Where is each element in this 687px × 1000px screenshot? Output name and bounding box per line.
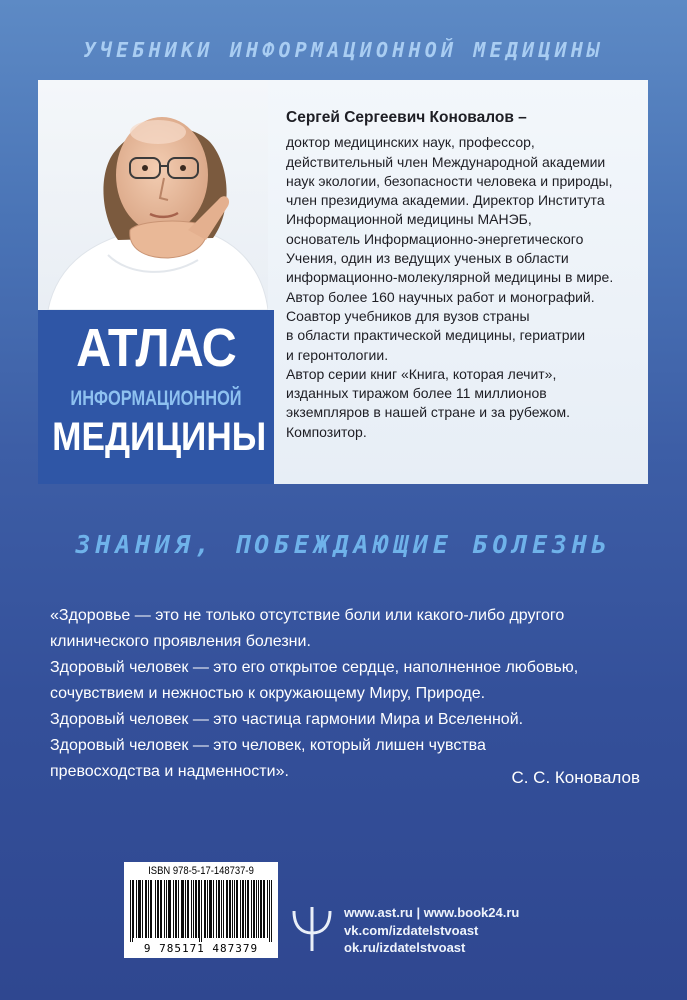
tagline: ЗНАНИЯ, ПОБЕЖДАЮЩИЕ БОЛЕЗНЬ bbox=[75, 530, 612, 559]
barcode-bar bbox=[133, 880, 134, 938]
barcode-bar bbox=[169, 880, 170, 938]
barcode-bar bbox=[175, 880, 176, 938]
author-name: Сергей Сергеевич Коновалов – bbox=[286, 109, 527, 126]
barcode-bar bbox=[196, 880, 197, 938]
barcode-bar bbox=[229, 880, 230, 938]
quote bbox=[50, 603, 650, 785]
barcode-bar bbox=[150, 880, 151, 938]
barcode-bar bbox=[221, 880, 222, 938]
isbn-number: ISBN 978-5-17-148737-9 bbox=[148, 865, 254, 877]
barcode-bar bbox=[230, 880, 231, 938]
barcode-bar bbox=[207, 880, 208, 938]
barcode-bar bbox=[130, 880, 131, 942]
barcode-bar bbox=[161, 880, 162, 938]
barcode-bar bbox=[185, 880, 186, 938]
barcode-bar bbox=[170, 880, 171, 938]
bio-line: наук экологии, безопасности человека и природы, bbox=[286, 172, 613, 189]
barcode-bar bbox=[260, 880, 261, 938]
link-ok[interactable]: ok.ru/izdatelstvoast bbox=[344, 940, 466, 955]
barcode-bar bbox=[139, 880, 140, 938]
barcode-bar bbox=[178, 880, 179, 938]
barcode-bar bbox=[234, 880, 235, 938]
barcode-bar bbox=[173, 880, 174, 938]
bio-line: Учения, один из ведущих ученых в области bbox=[286, 250, 569, 267]
barcode-bar bbox=[145, 880, 146, 938]
barcode-bar bbox=[204, 880, 205, 938]
bio-line: основатель Информационно-энергетического bbox=[286, 230, 584, 247]
barcode-bar bbox=[132, 880, 133, 942]
barcode-bar bbox=[216, 880, 217, 938]
barcode-bar bbox=[211, 880, 212, 938]
barcode-bar bbox=[210, 880, 211, 938]
barcode-bar bbox=[261, 880, 262, 938]
barcode-bar bbox=[263, 880, 264, 938]
barcode-bar bbox=[213, 880, 214, 938]
publisher-logo-icon bbox=[290, 905, 334, 958]
book-title: АТЛАС bbox=[76, 318, 236, 378]
barcode-bar bbox=[191, 880, 192, 938]
bio-line: Композитор. bbox=[286, 423, 367, 440]
barcode-bar bbox=[253, 880, 254, 938]
bio-line: экземпляров в нашей стране и за рубежом. bbox=[286, 404, 571, 421]
barcode-bar bbox=[205, 880, 206, 938]
bio-line: в области практической медицины, гериатрии bbox=[286, 327, 586, 344]
barcode-bar bbox=[248, 880, 249, 938]
author-bio bbox=[286, 108, 636, 442]
bio-line: действительный член Международной академии bbox=[286, 153, 606, 170]
barcode-bars bbox=[130, 880, 272, 942]
bio-line: Информационной медицины МАНЭБ, bbox=[286, 211, 532, 228]
barcode-bar bbox=[232, 880, 233, 938]
barcode-bar bbox=[219, 880, 220, 938]
barcode-bar bbox=[155, 880, 156, 938]
bio-line: информационно-молекулярной медицины в мире. bbox=[286, 269, 614, 286]
quote-line: Здоровый человек — это человек, который лишен чувства bbox=[50, 737, 486, 754]
barcode-bar bbox=[267, 880, 268, 938]
barcode-bar bbox=[226, 880, 227, 938]
link-vk[interactable]: vk.com/izdatelstvoast bbox=[344, 922, 479, 938]
barcode-bar bbox=[188, 880, 189, 938]
bio-line: Автор более 160 научных работ и монографий. bbox=[286, 288, 595, 305]
bio-line: Автор серии книг «Книга, которая лечит», bbox=[286, 365, 557, 382]
barcode-digits: 9 785171 487379 bbox=[143, 942, 259, 955]
quote-line: «Здоровье — это не только отсутствие боли или какого-либо другого bbox=[50, 607, 565, 624]
barcode-bar bbox=[160, 880, 161, 938]
bio-line: член президиума академии. Директор Института bbox=[286, 192, 605, 209]
barcode-bar bbox=[201, 880, 202, 942]
barcode-bar bbox=[168, 880, 169, 938]
book-subtitle-line2: МЕДИЦИНЫ bbox=[52, 415, 267, 459]
barcode-bar bbox=[218, 880, 219, 938]
barcode-bar bbox=[158, 880, 159, 938]
barcode-bar bbox=[240, 880, 241, 938]
barcode-bar bbox=[187, 880, 188, 938]
quote-author: С. С. Коновалов bbox=[511, 768, 640, 787]
barcode-bar bbox=[157, 880, 158, 938]
quote-line: клинического проявления болезни. bbox=[50, 633, 311, 650]
barcode-bar bbox=[269, 880, 270, 942]
quote-line: превосходства и надменности». bbox=[50, 763, 289, 780]
series-title: УЧЕБНИКИ ИНФОРМАЦИОННОЙ МЕДИЦИНЫ bbox=[83, 38, 604, 62]
publisher-links bbox=[344, 904, 519, 957]
quote-line: Здоровый человек — это его открытое сердце, наполненное любовью, bbox=[50, 659, 579, 676]
bio-line: и геронтологии. bbox=[286, 346, 389, 363]
barcode-bar bbox=[271, 880, 272, 942]
barcode-bar bbox=[209, 880, 210, 938]
barcode-bar bbox=[243, 880, 244, 938]
barcode-bar bbox=[198, 880, 199, 938]
quote-line: Здоровый человек — это частица гармонии Мира и Вселенной. bbox=[50, 711, 524, 728]
barcode-bar bbox=[258, 880, 259, 938]
barcode-bar bbox=[195, 880, 196, 938]
quote-line: сочувствием и нежностью к окружающему Миру, Природе. bbox=[50, 685, 486, 702]
barcode-bar bbox=[146, 880, 147, 938]
barcode-bar bbox=[182, 880, 183, 938]
bio-line: доктор медицинских наук, профессор, bbox=[286, 134, 535, 151]
author-portrait bbox=[38, 80, 268, 310]
barcode-bar bbox=[256, 880, 257, 938]
barcode-bar bbox=[237, 880, 238, 938]
barcode-bar bbox=[142, 880, 143, 938]
barcode-bar bbox=[247, 880, 248, 938]
book-subtitle-line1: ИНФОРМАЦИОННОЙ bbox=[70, 387, 242, 410]
barcode-bar bbox=[245, 880, 246, 938]
barcode-bar bbox=[176, 880, 177, 938]
barcode-bar bbox=[166, 880, 167, 938]
barcode-bar bbox=[140, 880, 141, 938]
bio-line: изданных тиражом более 11 миллионов bbox=[286, 385, 547, 402]
barcode-bar bbox=[227, 880, 228, 938]
barcode-bar bbox=[164, 880, 165, 938]
barcode-bar bbox=[136, 880, 137, 938]
barcode-bar bbox=[223, 880, 224, 938]
book-title-box bbox=[38, 310, 274, 484]
barcode-bar bbox=[151, 880, 152, 938]
link-websites[interactable]: www.ast.ru | www.book24.ru bbox=[344, 905, 520, 920]
barcode-bar bbox=[236, 880, 237, 938]
barcode bbox=[124, 862, 278, 958]
barcode-bar bbox=[181, 880, 182, 938]
barcode-bar bbox=[148, 880, 149, 938]
barcode-bar bbox=[264, 880, 265, 938]
barcode-bar bbox=[138, 880, 139, 938]
barcode-bar bbox=[251, 880, 252, 938]
barcode-bar bbox=[183, 880, 184, 938]
barcode-bar bbox=[193, 880, 194, 938]
bio-line: Соавтор учебников для вузов страны bbox=[286, 307, 530, 324]
barcode-bar bbox=[199, 880, 200, 942]
barcode-bar bbox=[254, 880, 255, 938]
barcode-bar bbox=[242, 880, 243, 938]
